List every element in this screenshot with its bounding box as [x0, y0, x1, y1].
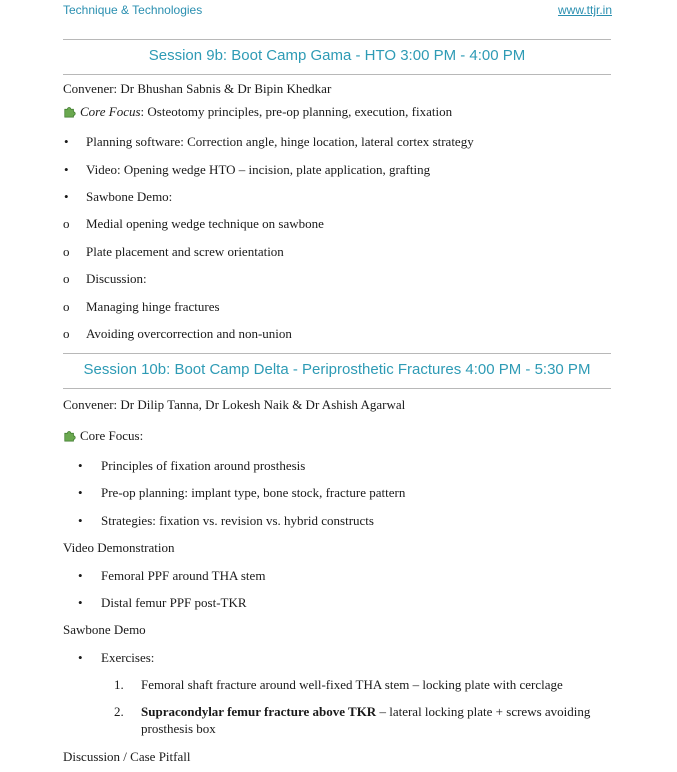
bullet-dot: • [78, 595, 83, 610]
header-website-link[interactable]: www.ttjr.in [557, 3, 612, 17]
exercises-label: Exercises: [101, 650, 155, 665]
divider [63, 39, 611, 40]
header-section-title: Technique & Technologies [63, 3, 203, 17]
puzzle-icon [63, 104, 77, 118]
exercise-bold-title: Supracondylar femur fracture above TKR [141, 704, 377, 719]
bullet-dot: • [64, 162, 69, 177]
session-10b-title: Session 10b: Boot Camp Delta - Periprosthetic Fractures 4:00 PM - 5:30 PM [83, 361, 591, 378]
list-item: Planning software: Correction angle, hinge location, lateral cortex strategy [86, 134, 474, 149]
core-focus-heading: Core Focus: [80, 428, 144, 443]
bullet-circle: o [63, 326, 70, 341]
sawbone-heading: Sawbone Demo [63, 622, 146, 637]
divider [63, 353, 611, 354]
exercise-continuation: prosthesis box [141, 721, 216, 736]
list-item: Plate placement and screw orientation [86, 244, 284, 259]
session-9b-core-focus [63, 104, 452, 120]
bullet-dot: • [78, 458, 83, 473]
exercise-number: 1. [114, 677, 124, 692]
puzzle-icon [63, 428, 77, 442]
session-10b-core-focus [63, 428, 143, 444]
bullet-dot: • [64, 189, 69, 204]
divider [63, 388, 611, 389]
exercise-rest: – lateral locking plate + screws avoiding [376, 704, 591, 719]
core-focus-text: : Osteotomy principles, pre-op planning, execution, fixation [140, 104, 453, 119]
list-item: Strategies: fixation vs. revision vs. hybrid constructs [101, 513, 374, 528]
list-item: Pre-op planning: implant type, bone stock, fracture pattern [101, 485, 406, 500]
divider [63, 74, 611, 75]
bullet-dot: • [78, 485, 83, 500]
bullet-circle: o [63, 299, 70, 314]
bullet-dot: • [78, 650, 83, 665]
core-focus-label: Core Focus [80, 104, 141, 119]
video-heading: Video Demonstration [63, 540, 175, 555]
list-item: Femoral PPF around THA stem [101, 568, 266, 583]
list-item: Avoiding overcorrection and non-union [86, 326, 292, 341]
bullet-circle: o [63, 244, 70, 259]
exercise-item [141, 704, 590, 720]
exercise-number: 2. [114, 704, 124, 719]
session-9b-title: Session 9b: Boot Camp Gama - HTO 3:00 PM - 4:00 PM [148, 47, 526, 64]
list-item: Distal femur PPF post-TKR [101, 595, 247, 610]
bullet-circle: o [63, 216, 70, 231]
list-item: Managing hinge fractures [86, 299, 220, 314]
exercise-item: Femoral shaft fracture around well-fixed THA stem – locking plate with cerclage [141, 677, 563, 692]
discussion-heading: Discussion / Case Pitfall [63, 749, 191, 764]
list-item: Medial opening wedge technique on sawbone [86, 216, 324, 231]
list-item: Principles of fixation around prosthesis [101, 458, 306, 473]
session-9b-convener: Convener: Dr Bhushan Sabnis & Dr Bipin Khedkar [63, 81, 332, 96]
bullet-circle: o [63, 271, 70, 286]
list-item: Video: Opening wedge HTO – incision, plate application, grafting [86, 162, 431, 177]
bullet-dot: • [64, 134, 69, 149]
list-item: Discussion: [86, 271, 147, 286]
bullet-dot: • [78, 513, 83, 528]
session-10b-convener: Convener: Dr Dilip Tanna, Dr Lokesh Naik & Dr Ashish Agarwal [63, 397, 406, 412]
bullet-dot: • [78, 568, 83, 583]
list-item: Sawbone Demo: [86, 189, 173, 204]
